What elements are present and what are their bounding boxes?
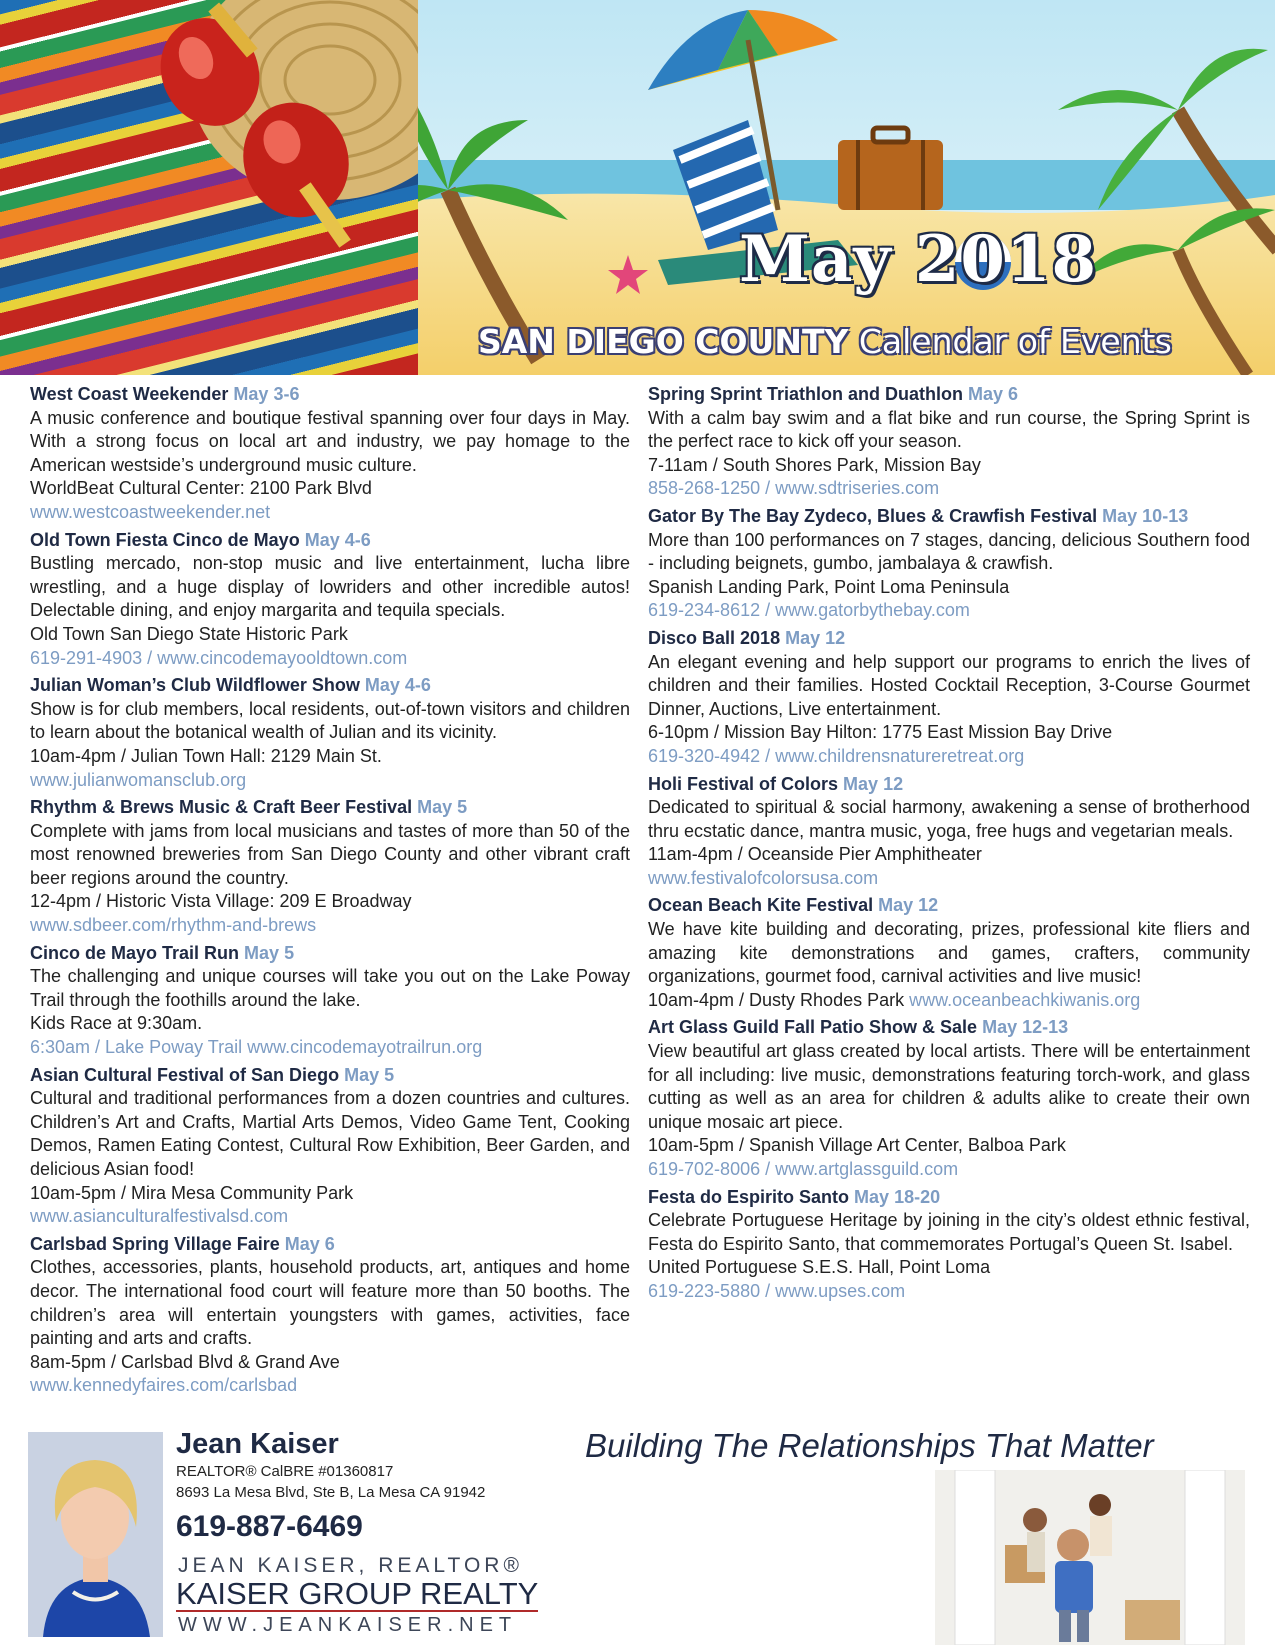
event-heading [648, 627, 1250, 651]
event-contact-link[interactable]: 619-702-8006 / www.artglassguild.com [648, 1159, 959, 1179]
event-body [30, 1256, 630, 1398]
event-description: The challenging and unique courses will take you out on the Lake Poway Trail through the foothills around the lake. [30, 966, 630, 1010]
banner-subtitle-rest: Calendar of Events [858, 322, 1172, 361]
event-body [30, 965, 630, 1059]
event-detail: 10am-4pm / Julian Town Hall: 2129 Main St. [30, 745, 382, 766]
tagline: Building The Relationships That Matter [585, 1427, 1154, 1464]
event-contact-link[interactable]: 858-268-1250 / www.sdtriseries.com [648, 478, 940, 499]
banner-subtitle [478, 322, 1172, 361]
event-date: May 5 [244, 942, 295, 963]
event-detail: 10am-5pm / Spanish Village Art Center, Balboa Park [648, 1135, 1066, 1156]
event-heading [30, 529, 630, 553]
beach-illustration [418, 0, 1275, 375]
event-name: Spring Sprint Triathlon and Duathlon [648, 384, 963, 404]
event-heading [648, 1016, 1250, 1040]
event-date: May 4-6 [364, 675, 431, 696]
event-description: Clothes, accessories, plants, household products, art, antiques and home decor. The international food court will feature more than 50 booths. The children’s area will entertain youngsters with games, activities, face painting and arts and crafts. [30, 1257, 630, 1349]
event-date: May 5 [417, 797, 468, 818]
event-detail: 10am-5pm / Mira Mesa Community Park [30, 1182, 354, 1203]
sombrero-maracas-icon [0, 0, 418, 375]
beach-scene-icon [418, 0, 1275, 375]
event-contact-link[interactable]: www.asianculturalfestivalsd.com [30, 1206, 289, 1227]
agent-photo [28, 1432, 163, 1637]
event-item [648, 505, 1250, 623]
agent-address: 8693 La Mesa Blvd, Ste B, La Mesa CA 91942 [176, 1484, 486, 1501]
event-date: May 4-6 [304, 529, 371, 550]
event-item [648, 383, 1250, 501]
fiesta-illustration [0, 0, 418, 375]
event-description: Complete with jams from local musicians and tastes of more than 50 of the most renowned breweries from San Diego County and other vibrant craft beer regions around the country. [30, 820, 630, 888]
event-name: Disco Ball 2018 [648, 627, 781, 648]
event-contact-link[interactable]: 619-291-4903 / www.cincodemayooldtown.com [30, 647, 408, 668]
event-item [30, 1233, 630, 1398]
event-heading [648, 505, 1250, 529]
event-contact-link[interactable]: www.festivalofcolorsusa.com [648, 867, 879, 888]
event-name: Julian Woman’s Club Wildflower Show [30, 675, 360, 696]
event-description: We have kite building and decorating, prizes, professional kite fliers and amazing kite demonstrations and games, crafters, community organizations, gourmet food, carnival activities and live music! [648, 919, 1250, 987]
banner [0, 0, 1275, 375]
event-item [648, 1016, 1250, 1181]
event-detail: 10am-4pm / Dusty Rhodes Park [648, 989, 910, 1010]
event-heading [648, 383, 1250, 407]
event-item [30, 1064, 630, 1229]
event-detail: 7-11am / South Shores Park, Mission Bay [648, 454, 981, 475]
event-body [648, 1040, 1250, 1182]
event-name: Art Glass Guild Fall Patio Show & Sale [648, 1017, 978, 1038]
agent-license: REALTOR® CalBRE #01360817 [176, 1463, 394, 1480]
event-contact-link[interactable]: 6:30am / Lake Poway Trail www.cincodemayotrailrun.org [30, 1037, 483, 1058]
event-item [30, 796, 630, 938]
agent-phone[interactable]: 619-887-6469 [176, 1510, 363, 1543]
event-date: May 6 [968, 384, 1019, 404]
event-date: May 18-20 [854, 1186, 941, 1207]
event-name: West Coast Weekender [30, 384, 229, 404]
event-detail: United Portuguese S.E.S. Hall, Point Loma [648, 1257, 991, 1278]
event-contact-link[interactable]: www.westcoastweekender.net [30, 501, 271, 522]
event-contact-link[interactable]: www.sdbeer.com/rhythm-and-brews [30, 915, 317, 936]
event-date: May 12-13 [982, 1017, 1069, 1038]
event-item [648, 1186, 1250, 1304]
event-detail: 11am-4pm / Oceanside Pier Amphitheater [648, 844, 982, 865]
event-body [30, 698, 630, 792]
events-column-right [648, 383, 1250, 1308]
agent-portrait-icon [28, 1432, 163, 1637]
event-body [30, 552, 630, 670]
event-name: Carlsbad Spring Village Faire [30, 1233, 280, 1254]
event-item [648, 894, 1250, 1012]
event-body [648, 651, 1250, 769]
event-description: Dedicated to spiritual & social harmony, awakening a sense of brotherhood thru ecstatic dance, mantra music, yoga, free hugs and vegetarian meals. [648, 797, 1250, 841]
event-description: A music conference and boutique festival spanning over four days in May. With a strong focus on local art and industry, we pay homage to the American westside’s underground music culture. [30, 407, 630, 475]
event-body [30, 407, 630, 525]
event-body [30, 820, 630, 938]
event-heading [30, 796, 630, 820]
event-detail: Old Town San Diego State Historic Park [30, 623, 348, 644]
event-name: Old Town Fiesta Cinco de Mayo [30, 529, 300, 550]
event-body [648, 918, 1250, 1012]
event-date: May 6 [284, 1233, 335, 1254]
banner-subtitle-county: SAN DIEGO COUNTY [478, 322, 849, 361]
event-date: May 12 [878, 895, 939, 916]
event-contact-link[interactable]: 619-234-8612 / www.gatorbythebay.com [648, 600, 970, 621]
event-body [648, 796, 1250, 890]
event-name: Asian Cultural Festival of San Diego [30, 1064, 340, 1085]
event-name: Cinco de Mayo Trail Run [30, 942, 240, 963]
events-column-left [30, 383, 630, 1402]
event-date: May 12 [785, 627, 846, 648]
event-date: May 12 [843, 773, 904, 794]
event-contact-link[interactable]: www.julianwomansclub.org [30, 769, 247, 790]
event-detail: 8am-5pm / Carlsbad Blvd & Grand Ave [30, 1351, 340, 1372]
event-item [30, 942, 630, 1060]
event-item [648, 773, 1250, 891]
event-body [648, 407, 1250, 501]
event-item [30, 674, 630, 792]
event-body [30, 1087, 630, 1229]
event-description: More than 100 performances on 7 stages, dancing, delicious Southern food - including beignets, gumbo, jambalaya & crawfish. [648, 529, 1250, 574]
event-name: Ocean Beach Kite Festival [648, 895, 874, 916]
event-detail-line [648, 989, 1250, 1013]
event-description: With a calm bay swim and a flat bike and run course, the Spring Sprint is the perfect race to kick off your season. [648, 407, 1250, 452]
event-description: Celebrate Portuguese Heritage by joining in the city’s oldest ethnic festival, Festa do Espirito Santo, that commemorates Portugal’s Queen St. Isabel. [648, 1210, 1250, 1254]
event-detail: Spanish Landing Park, Point Loma Peninsula [648, 576, 1010, 597]
event-description: Bustling mercado, non-stop music and live entertainment, lucha libre wrestling, and a huge display of lowriders and other incredible autos! Delectable dining, and enjoy margarita and tequila specials. [30, 553, 630, 621]
brand-website[interactable]: WWW.JEANKAISER.NET [178, 1614, 518, 1636]
event-heading [648, 894, 1250, 918]
event-contact-link[interactable]: www.kennedyfaires.com/carlsbad [30, 1375, 298, 1396]
event-description: Show is for club members, local residents, out-of-town visitors and children to learn about the botanical wealth of Julian and its vicinity. [30, 698, 630, 743]
event-contact-link[interactable]: www.oceanbeachkiwanis.org [909, 989, 1141, 1010]
event-detail: 12-4pm / Historic Vista Village: 209 E Broadway [30, 891, 412, 912]
brand-realtor-line: JEAN KAISER, REALTOR® [178, 1554, 523, 1577]
event-date: May 10-13 [1102, 505, 1189, 526]
event-detail: Kids Race at 9:30am. [30, 1013, 203, 1034]
agent-name: Jean Kaiser [176, 1428, 339, 1460]
event-item [30, 529, 630, 671]
event-contact-link[interactable]: 619-320-4942 / www.childrensnatureretreat.org [648, 745, 1025, 766]
event-heading [648, 1186, 1250, 1210]
event-date: May 5 [344, 1064, 395, 1085]
event-name: Festa do Espirito Santo [648, 1186, 850, 1207]
event-detail: 6-10pm / Mission Bay Hilton: 1775 East Mission Bay Drive [648, 722, 1113, 743]
event-name: Gator By The Bay Zydeco, Blues & Crawfish Festival [648, 505, 1098, 526]
event-heading [30, 383, 630, 407]
event-name: Rhythm & Brews Music & Craft Beer Festival [30, 797, 413, 818]
event-description: View beautiful art glass created by local artists. There will be entertainment for all including: live music, demonstrations featuring torch-work, and glass cutting as well as an area for children & adults alike to create their own unique mosaic art piece. [648, 1041, 1250, 1132]
family-photo [935, 1470, 1245, 1645]
family-moving-icon [935, 1470, 1245, 1645]
event-date: May 3-6 [233, 384, 300, 404]
event-item [648, 627, 1250, 769]
event-item [30, 383, 630, 525]
event-body [648, 529, 1250, 623]
event-body [648, 1209, 1250, 1303]
event-heading [30, 1064, 630, 1088]
event-contact-link[interactable]: 619-223-5880 / www.upses.com [648, 1280, 906, 1301]
event-description: Cultural and traditional performances from a dozen countries and cultures. Children’s Art and Crafts, Martial Arts Demos, Video Game Tent, Cooking Demos, Ramen Eating Contest, Cultural Row Exhibition, Beer Garden, and delicious Asian food! [30, 1088, 630, 1179]
event-heading [648, 773, 1250, 797]
event-name: Holi Festival of Colors [648, 773, 839, 794]
event-heading [30, 674, 630, 698]
event-heading [30, 1233, 630, 1257]
event-description: An elegant evening and help support our programs to enrich the lives of children and their families. Hosted Cocktail Reception, 3-Course Gourmet Dinner, Auctions, Live entertainment. [648, 651, 1250, 719]
banner-title: May 2018 [739, 222, 1097, 297]
event-heading [30, 942, 630, 966]
event-detail: WorldBeat Cultural Center: 2100 Park Blvd [30, 478, 372, 499]
brand-group-name: KAISER GROUP REALTY [176, 1576, 539, 1611]
